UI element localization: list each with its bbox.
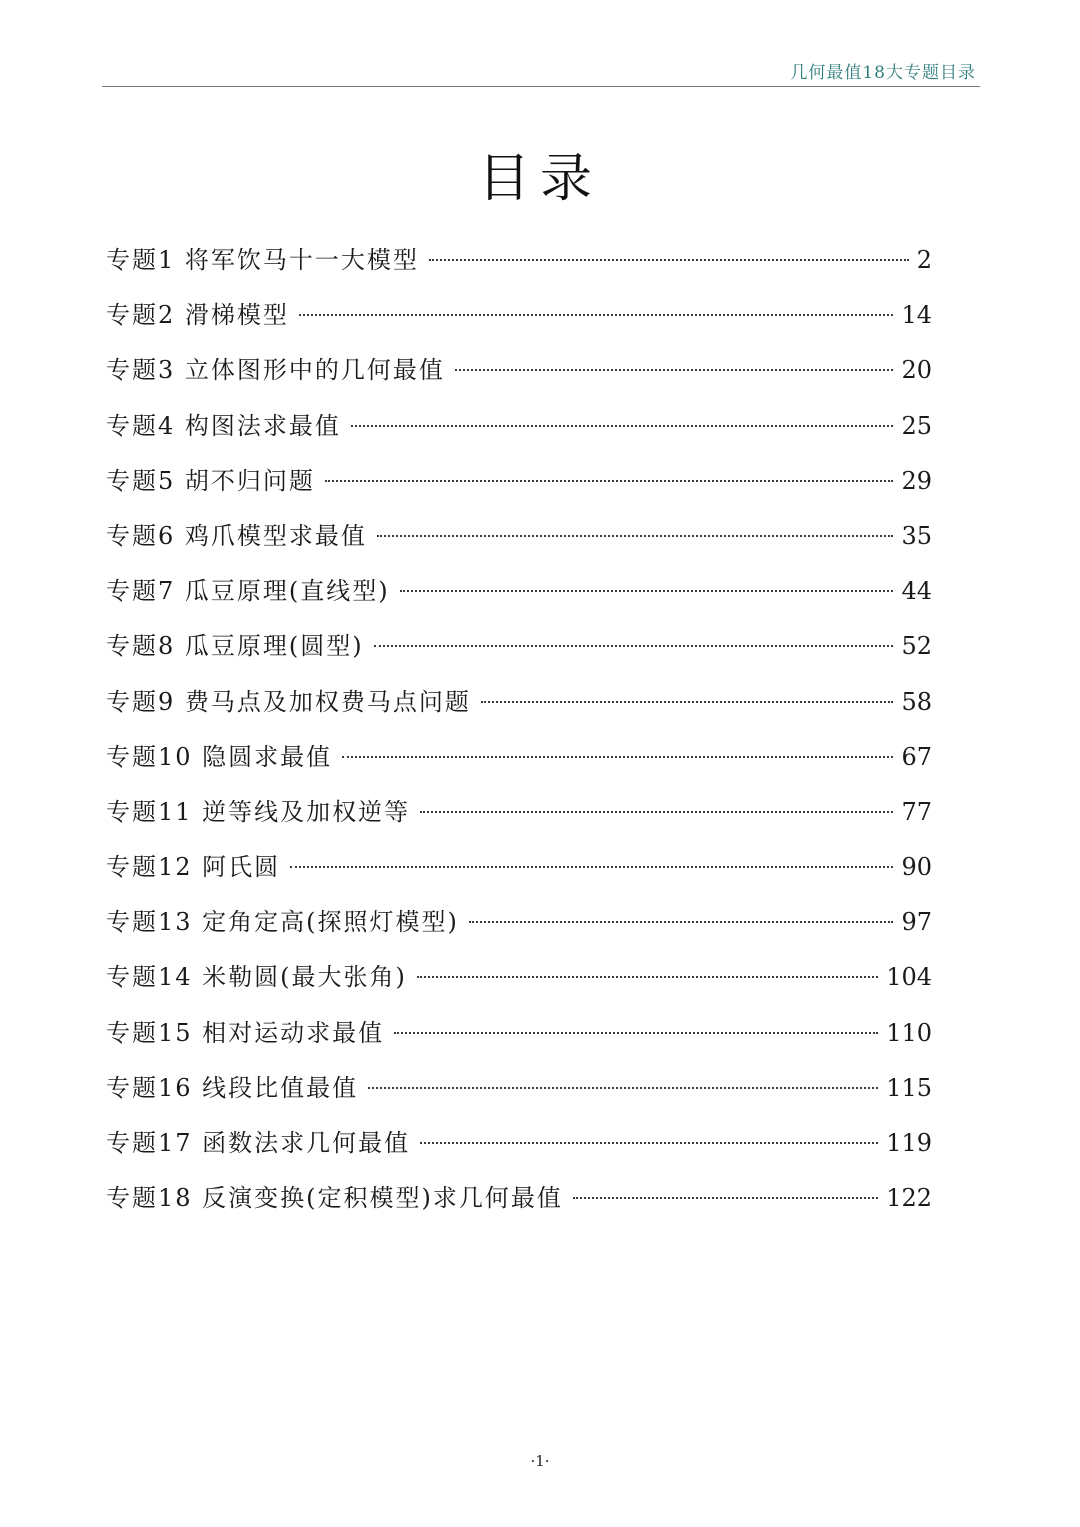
toc-entry[interactable] bbox=[106, 957, 932, 1012]
toc-entry-label: 专题9 费马点及加权费马点问题 bbox=[106, 687, 471, 716]
toc-entry-page: 2 bbox=[916, 246, 932, 274]
toc-entry-page: 97 bbox=[901, 908, 932, 937]
toc-entry[interactable] bbox=[106, 350, 932, 405]
toc-entry-label: 专题12 阿氏圆 bbox=[106, 853, 281, 882]
toc-leader-dots bbox=[417, 976, 878, 978]
toc-entry[interactable] bbox=[106, 240, 932, 295]
toc-entry-page: 52 bbox=[901, 632, 932, 661]
toc-leader-dots bbox=[374, 645, 894, 647]
toc-entry-page: 25 bbox=[901, 411, 932, 440]
toc-entry-page: 110 bbox=[886, 1018, 932, 1047]
toc-entry[interactable] bbox=[106, 295, 932, 350]
toc-entry-label: 专题17 函数法求几何最值 bbox=[106, 1129, 411, 1157]
toc-entry-label: 专题4 构图法求最值 bbox=[106, 411, 341, 440]
toc-entry-page: 119 bbox=[886, 1129, 932, 1157]
toc-entry[interactable] bbox=[106, 1068, 932, 1123]
toc-entry-label: 专题7 瓜豆原理(直线型) bbox=[106, 577, 390, 606]
toc-leader-dots bbox=[481, 701, 894, 703]
toc-leader-dots bbox=[377, 535, 894, 537]
toc-entry-page: 29 bbox=[901, 466, 932, 495]
toc-entry[interactable] bbox=[106, 847, 932, 902]
toc-entry-label: 专题16 线段比值最值 bbox=[106, 1073, 359, 1102]
toc-entry-label: 专题6 鸡爪模型求最值 bbox=[106, 521, 367, 550]
toc-entry-page: 122 bbox=[886, 1184, 932, 1213]
page-number: ·1· bbox=[530, 1452, 550, 1470]
toc-leader-dots bbox=[573, 1197, 878, 1199]
toc-entry[interactable] bbox=[106, 902, 932, 957]
toc-entry-page: 14 bbox=[901, 301, 932, 330]
toc-entry-label: 专题8 瓜豆原理(圆型) bbox=[106, 632, 364, 661]
toc-entry-page: 44 bbox=[901, 577, 932, 606]
toc-leader-dots bbox=[342, 756, 893, 758]
toc-entry-label: 专题5 胡不归问题 bbox=[106, 466, 315, 495]
toc-leader-dots bbox=[400, 590, 894, 592]
toc-entry[interactable] bbox=[106, 406, 932, 461]
toc-leader-dots bbox=[351, 425, 894, 427]
toc-entry[interactable] bbox=[106, 626, 932, 681]
toc-entry-label: 专题14 米勒圆(最大张角) bbox=[106, 963, 407, 992]
toc-entry[interactable] bbox=[106, 1123, 932, 1178]
toc-entry-page: 77 bbox=[901, 797, 932, 826]
toc-entry-label: 专题18 反演变换(定积模型)求几何最值 bbox=[106, 1184, 563, 1213]
toc-leader-dots bbox=[325, 480, 894, 482]
toc-entry[interactable] bbox=[106, 461, 932, 516]
toc-entry[interactable] bbox=[106, 737, 932, 792]
toc-entry-label: 专题3 立体图形中的几何最值 bbox=[106, 356, 445, 385]
toc-leader-dots bbox=[420, 1142, 878, 1144]
running-header bbox=[102, 56, 980, 87]
toc-leader-dots bbox=[455, 369, 894, 371]
toc-leader-dots bbox=[394, 1032, 878, 1034]
toc-entry-page: 58 bbox=[901, 687, 932, 716]
toc-entry-label: 专题13 定角定高(探照灯模型) bbox=[106, 908, 459, 937]
toc-entry[interactable] bbox=[106, 516, 932, 571]
toc-entry-page: 67 bbox=[901, 742, 932, 771]
toc-entry-page: 90 bbox=[901, 853, 932, 882]
toc-leader-dots bbox=[429, 259, 909, 261]
toc-entry-label: 专题1 将军饮马十一大模型 bbox=[106, 246, 419, 274]
toc-leader-dots bbox=[290, 866, 893, 868]
toc-leader-dots bbox=[368, 1087, 878, 1089]
toc-leader-dots bbox=[420, 811, 893, 813]
toc-entry-page: 104 bbox=[886, 963, 932, 992]
toc-entry[interactable] bbox=[106, 682, 932, 737]
toc-entry-page: 35 bbox=[901, 521, 932, 550]
toc-entry[interactable] bbox=[106, 1178, 932, 1233]
toc-entry-page: 20 bbox=[901, 356, 932, 385]
table-of-contents bbox=[106, 240, 932, 1233]
toc-entry-label: 专题10 隐圆求最值 bbox=[106, 742, 333, 771]
toc-entry[interactable] bbox=[106, 571, 932, 626]
toc-entry-label: 专题15 相对运动求最值 bbox=[106, 1018, 385, 1047]
toc-entry[interactable] bbox=[106, 1013, 932, 1068]
toc-leader-dots bbox=[469, 921, 894, 923]
toc-leader-dots bbox=[299, 314, 894, 316]
page-title: 目录 bbox=[477, 149, 602, 209]
running-header-title: 几何最值18大专题目录 bbox=[790, 63, 976, 83]
toc-entry-label: 专题2 滑梯模型 bbox=[106, 301, 289, 330]
toc-entry-label: 专题11 逆等线及加权逆等 bbox=[106, 797, 411, 826]
toc-entry[interactable] bbox=[106, 792, 932, 847]
toc-entry-page: 115 bbox=[886, 1073, 932, 1102]
